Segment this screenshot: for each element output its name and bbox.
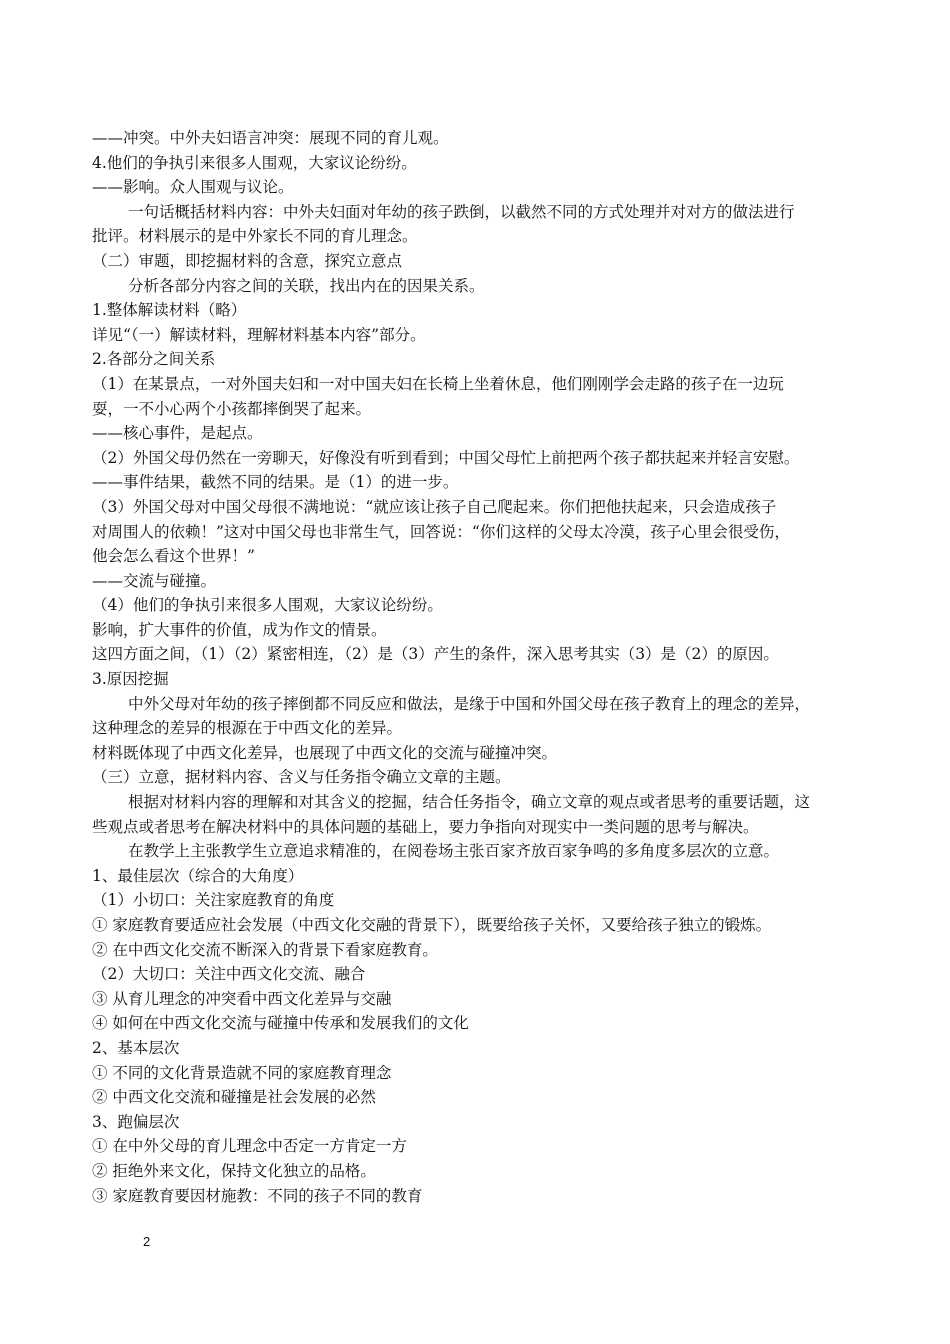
text-line: ——交流与碰撞。 [92, 571, 217, 590]
text-line: 些观点或者思考在解决材料中的具体问题的基础上，要力争指向对现实中一类问题的思考与解决。 [92, 817, 759, 836]
text-line: ④ 如何在中西文化交流与碰撞中传承和发展我们的文化 [92, 1014, 469, 1033]
text-line: 根据对材料内容的理解和对其含义的挖掘，结合任务指令，确立文章的观点或者思考的重要话题，这 [128, 793, 811, 812]
text-line: 对周围人的依赖！”这对中国父母也非常生气，回答说：“你们这样的父母太冷漠，孩子心里会很受伤， [92, 522, 790, 541]
text-line: （1）小切口：关注家庭教育的角度 [92, 891, 335, 910]
text-line: 在教学上主张教学生立意追求精准的，在阅卷场主张百家齐放百家争鸣的多角度多层次的立意。 [128, 842, 780, 861]
text-line: 一句话概括材料内容：中外夫妇面对年幼的孩子跌倒，以截然不同的方式处理并对对方的做法进行 [128, 202, 795, 221]
text-line: ② 中西文化交流和碰撞是社会发展的必然 [92, 1088, 376, 1107]
text-line: 3、跑偏层次 [92, 1112, 180, 1131]
text-line: （二）审题，即挖掘材料的含意，探究立意点 [92, 251, 403, 270]
text-line: ——影响。众人围观与议论。 [92, 178, 294, 197]
text-line: ③ 家庭教育要因材施教：不同的孩子不同的教育 [92, 1186, 423, 1205]
text-line: ① 不同的文化背景造就不同的家庭教育理念 [92, 1063, 392, 1082]
text-line: （4）他们的争执引来很多人围观，大家议论纷纷。 [92, 596, 443, 615]
document-body [92, 126, 864, 1208]
text-line: ② 在中西文化交流不断深入的背景下看家庭教育。 [92, 940, 438, 959]
text-line: ——核心事件，是起点。 [92, 424, 263, 443]
text-line: ③ 从育儿理念的冲突看中西文化差异与交融 [92, 989, 392, 1008]
text-line: 影响，扩大事件的价值，成为作文的情景。 [92, 620, 387, 639]
text-line: （3）外国父母对中国父母很不满地说：“就应该让孩子自己爬起来。你们把他扶起来，只会造成孩子 [92, 497, 777, 516]
text-line: （2）外国父母仍然在一旁聊天，好像没有听到看到；中国父母忙上前把两个孩子都扶起来并轻言安慰。 [92, 448, 800, 467]
text-line: 1.整体解读材料（略） [92, 301, 247, 320]
text-line: 2、基本层次 [92, 1038, 180, 1057]
text-line: 中外父母对年幼的孩子摔倒都不同反应和做法，是缘于中国和外国父母在孩子教育上的理念的差异， [128, 694, 811, 713]
text-line: ——冲突。中外夫妇语言冲突：展现不同的育儿观。 [92, 129, 449, 147]
page-number: 2 [143, 1234, 151, 1249]
text-line: 这种理念的差异的根源在于中西文化的差异。 [92, 719, 403, 738]
text-line: 详见“（一）解读材料，理解材料基本内容”部分。 [92, 325, 426, 344]
text-line: 耍，一不小心两个小孩都摔倒哭了起来。 [92, 399, 372, 418]
text-line: 他会怎么看这个世界！” [92, 547, 255, 566]
text-line: 1、最佳层次（综合的大角度） [92, 866, 304, 885]
text-line: 4.他们的争执引来很多人围观，大家议论纷纷。 [92, 153, 417, 172]
text-line: （1）在某景点，一对外国夫妇和一对中国夫妇在长椅上坐着休息，他们刚刚学会走路的孩子在一边玩 [92, 374, 784, 393]
text-line: ——事件结果，截然不同的结果。是（1）的进一步。 [92, 473, 459, 492]
text-line: 分析各部分内容之间的关联，找出内在的因果关系。 [128, 276, 485, 295]
text-line: 3.原因挖掘 [92, 670, 169, 689]
text-line: 材料既体现了中西文化差异，也展现了中西文化的交流与碰撞冲突。 [92, 743, 558, 762]
text-line: 批评。材料展示的是中外家长不同的育儿理念。 [92, 227, 418, 246]
text-line: （2）大切口：关注中西文化交流、融合 [92, 965, 366, 984]
text-line: 这四方面之间，（1）（2）紧密相连，（2）是（3）产生的条件，深入思考其实（3）是（2）的原因。 [92, 645, 779, 664]
text-line: 2.各部分之间关系 [92, 350, 216, 369]
text-line: ② 拒绝外来文化，保持文化独立的品格。 [92, 1161, 376, 1180]
text-line: （三）立意，据材料内容、含义与任务指令确立文章的主题。 [92, 768, 511, 787]
text-line: ① 家庭教育要适应社会发展（中西文化交融的背景下），既要给孩子关怀，又要给孩子独立的锻炼。 [92, 916, 772, 934]
text-line: ① 在中外父母的育儿理念中否定一方肯定一方 [92, 1137, 407, 1156]
